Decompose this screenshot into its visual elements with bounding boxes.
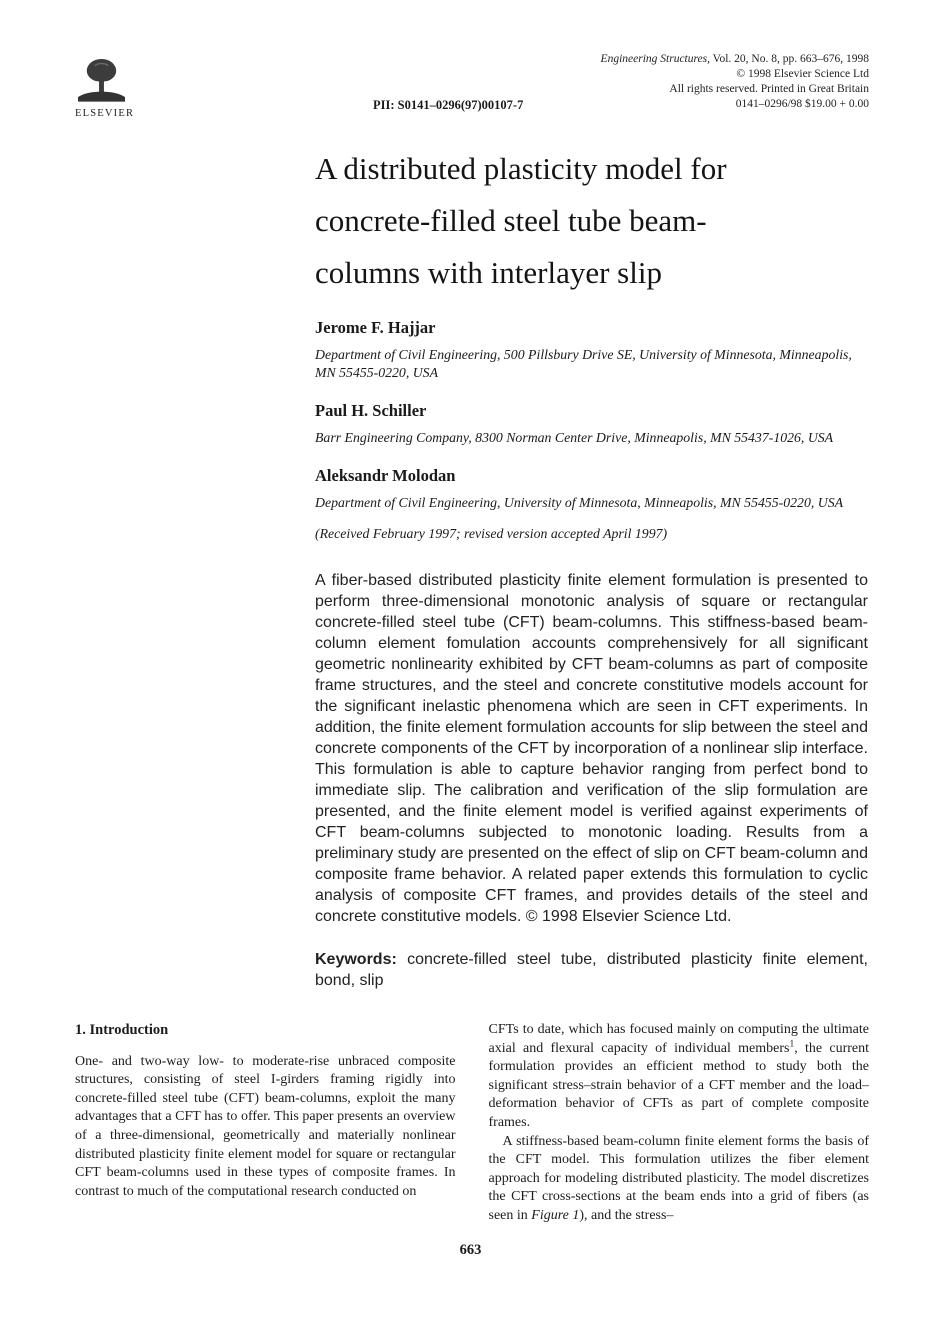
intro-right-1-text-cont: , the current formulation provides an efficient method to study both the significant stress–strain behavior of a CFT member and the load–deformation behavior of CFTs as part of complete composite frames. — [488, 1040, 870, 1130]
author-name: Paul H. Schiller — [315, 401, 427, 420]
author-name: Aleksandr Molodan — [315, 466, 456, 485]
article-title-line-2: concrete-filled steel tube beam- — [315, 203, 707, 238]
copyright-line: © 1998 Elsevier Science Ltd — [736, 68, 869, 80]
author-block-1 — [315, 318, 868, 382]
intro-left-column — [75, 1021, 456, 1226]
author-affiliation: Barr Engineering Company, 8300 Norman Center Drive, Minneapolis, MN 55437-1026, USA — [315, 430, 834, 445]
keywords-list: concrete-filled steel tube, distributed plasticity finite element, bond, slip — [315, 951, 868, 989]
author-block-3 — [315, 466, 868, 512]
keywords-block — [315, 949, 868, 991]
issn-price-line: 0141–0296/98 $19.00 + 0.00 — [735, 98, 869, 110]
article-title — [315, 143, 868, 299]
publisher-logo-block — [75, 56, 147, 119]
page-header — [0, 0, 941, 143]
received-dates: (Received February 1997; revised version accepted April 1997) — [315, 526, 668, 541]
intro-right-1-text: CFTs to date, which has focused mainly on computing the ultimate axial and flexural capacity of individual members — [488, 1022, 869, 1056]
section-heading-introduction: 1. Introduction — [75, 1022, 169, 1038]
intro-paragraph-left: One- and two-way low- to moderate-rise unbraced composite structures, consisting of steel I-girders framing rigidly into concrete-filled steel tube (CFT) beam-columns, exploit the many advantages that a CFT has to offer. This paper presents an overview of a three-dimensional, geometrically and materially nonlinear distributed plasticity finite element model for square or rectangular CFT beam-columns used in these types of composite frames. In contrast to much of the computational research conducted on — [75, 1053, 456, 1199]
author-block-2 — [315, 401, 868, 447]
rights-line: All rights reserved. Printed in Great Britain — [669, 83, 869, 95]
elsevier-tree-logo-icon — [75, 56, 128, 105]
figure-1-reference: Figure 1 — [531, 1207, 580, 1223]
intro-columns — [75, 1021, 869, 1226]
page-number: 663 — [459, 1241, 482, 1258]
author-name: Jerome F. Hajjar — [315, 318, 436, 337]
intro-paragraph-right-2 — [489, 1133, 870, 1226]
footnote-ref-1: 1 — [789, 1038, 795, 1049]
publisher-name: ELSEVIER — [75, 108, 135, 119]
journal-citation-line — [601, 52, 869, 67]
article-title-line-3: columns with interlayer slip — [315, 255, 662, 290]
article-head — [315, 143, 868, 991]
journal-citation-block — [601, 52, 869, 112]
intro-right-column — [489, 1021, 870, 1226]
keywords-label: Keywords: — [315, 951, 397, 968]
intro-right-2-text: A stiffness-based beam-column finite element forms the basis of the CFT model. This formulation utilizes the fiber element approach for modeling distributed plasticity. The model discretizes the CFT cross-sections at the beam ends into a grid of fibers (as seen in — [488, 1133, 869, 1223]
article-title-line-1: A distributed plasticity model for — [315, 151, 727, 186]
author-affiliation: Department of Civil Engineering, 500 Pillsbury Drive SE, University of Minnesota, Minneapolis, MN 55455-0220, USA — [315, 347, 852, 380]
abstract-text: A fiber-based distributed plasticity finite element formulation is presented to perform three-dimensional monotonic analysis of square or rectangular concrete-filled steel tube (CFT) beam-columns. This stiffness-based beam-column element fomulation accounts comprehensively for all significant geometric nonlinearity exhibited by CFT beam-columns as part of composite frame structures, and the steel and concrete constitutive models account for the significant inelastic phenomena which are seen in CFT experiments. In addition, the finite element formulation accounts for slip between the steel and concrete components of the CFT by incorporation of a nonlinear slip interface. This formulation is able to capture behavior ranging from perfect bond to immediate slip. The calibration and verification of the slip formulation are presented, and the finite element model is verified against experiments of CFT beam-columns subjected to monotonic loading. Results from a preliminary study are presented on the effect of slip on CFT beam-column and composite frame behavior. A related paper extends this formulation to cyclic analysis of composite CFT frames, and provides details of the steel and concrete constitutive models. © 1998 Elsevier Science Ltd. — [315, 572, 868, 925]
intro-paragraph-right-1 — [489, 1021, 870, 1133]
journal-name: Engineering Structures, — [600, 53, 710, 65]
journal-volume-info: Vol. 20, No. 8, pp. 663–676, 1998 — [710, 53, 869, 65]
intro-right-2-text-cont: ), and the stress– — [579, 1207, 674, 1223]
author-affiliation: Department of Civil Engineering, University of Minnesota, Minneapolis, MN 55455-0220, USA — [315, 495, 844, 510]
pii-number: PII: S0141–0296(97)00107-7 — [373, 98, 524, 112]
